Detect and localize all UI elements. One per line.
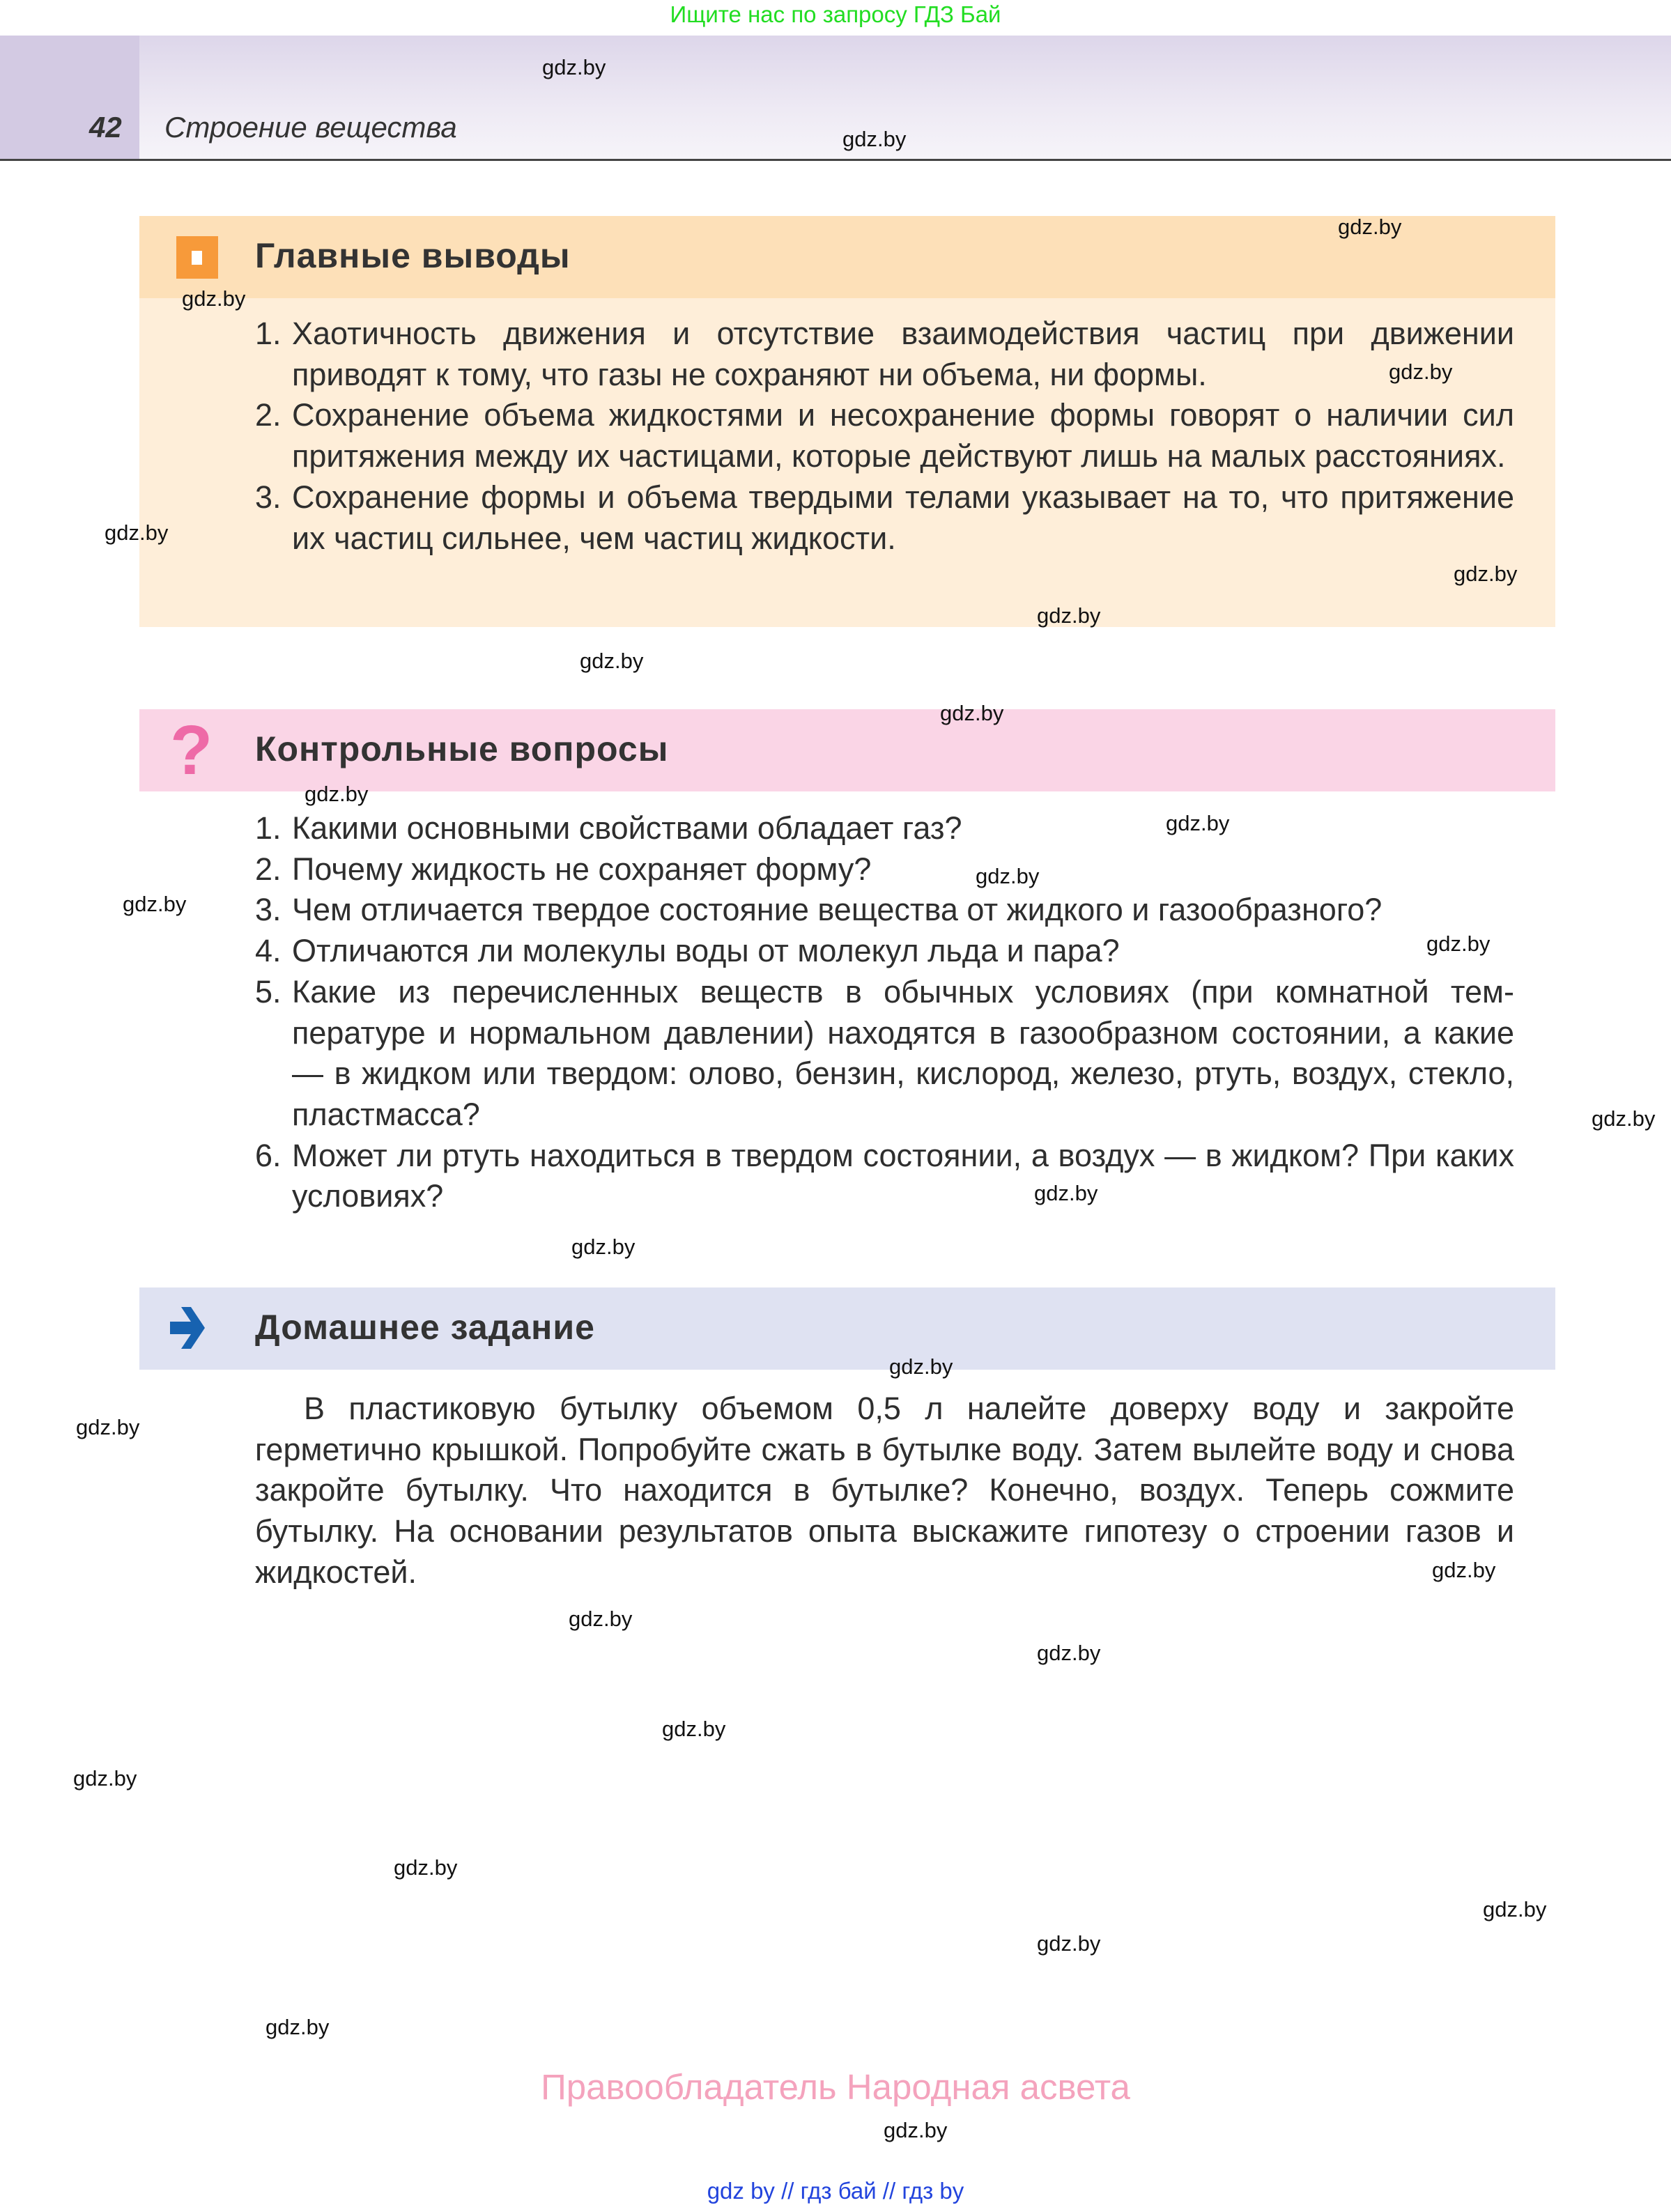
questions-title: Контрольные вопросы [255, 729, 669, 768]
watermark: gdz.by [1426, 931, 1491, 956]
watermark: gdz.by [1483, 1897, 1547, 1921]
watermark: gdz.by [1389, 359, 1453, 384]
list-item: 3. Сохранение формы и объема твердыми телами указывает на то, что притяжение их частиц сильнее, чем частиц жидкости. [255, 479, 1514, 556]
watermark: gdz.by [976, 864, 1040, 888]
watermark: gdz.by [182, 286, 246, 311]
copyright-notice: Правообладатель Народная асвета [541, 2067, 1130, 2107]
questions-section [139, 709, 1555, 791]
watermark: gdz.by [1454, 562, 1518, 586]
conclusions-list [255, 314, 1514, 559]
question-mark-icon: ? [170, 711, 213, 789]
watermark: gdz.by [580, 649, 644, 673]
page-number: 42 [89, 111, 122, 144]
watermark: gdz.by [73, 1766, 137, 1791]
chapter-title: Строение вещества [164, 111, 457, 144]
watermark: gdz.by [1166, 811, 1230, 835]
list-item: 1. Какими основными свойствами обладает газ? [255, 810, 962, 846]
watermark: gdz.by [569, 1607, 633, 1631]
page-header [0, 36, 1671, 161]
list-item: 2. Сохранение объема жидкостями и несохранение формы говорят о наличии сил притяжения между их частицами, которые действуют лишь на малых расстояниях. [255, 397, 1514, 474]
orange-square-icon [176, 236, 218, 279]
watermark: gdz.by [123, 892, 187, 916]
watermark: gdz.by [1432, 1558, 1496, 1582]
watermark: gdz.by [571, 1235, 636, 1259]
list-item: 5. Какие из перечисленных веществ в обычных условиях (при комнатной температуре и нормальном давлении) находятся в газообразном состоянии, а какие — в жидком или твердом: олово, бензин, кислород, железо, ртуть, воздух, стекло, пластмасса? [255, 973, 1514, 1132]
homework-section [139, 1287, 1555, 1370]
watermark: gdz.by [305, 782, 369, 806]
watermark: gdz.by [1037, 1931, 1101, 1956]
watermark: gdz.by [1592, 1106, 1656, 1131]
homework-title: Домашнее задание [255, 1308, 595, 1347]
watermark: gdz.by [394, 1855, 458, 1880]
questions-header [139, 709, 1555, 791]
search-hint-banner: Ищите нас по запросу ГДЗ Бай [670, 1, 1001, 27]
conclusions-list-wrap [255, 314, 1514, 559]
homework-text-wrap [255, 1389, 1514, 1593]
questions-list [255, 808, 1514, 1217]
list-item: 1. Хаотичность движения и отсутствие взаимодействия частиц при движении приводят к тому, что газы не сохраняют ни объема, ни формы. [255, 316, 1514, 392]
watermark: gdz.by [1037, 603, 1101, 628]
list-item: 2. Почему жидкость не сохраняет форму? [255, 851, 872, 887]
watermark: gdz.by [940, 701, 1004, 725]
questions-list-wrap [255, 808, 1514, 1217]
watermark: gdz.by [1037, 1641, 1101, 1665]
watermark: gdz.by [1338, 215, 1402, 239]
watermark: gdz.by [76, 1415, 140, 1439]
watermark: gdz.by [105, 520, 169, 545]
footer-links[interactable]: gdz by // гдз бай // гдз by [707, 2178, 964, 2204]
homework-text: В пластиковую бутылку объемом 0,5 л налейте доверху воду и закройте герметично крышкой. Попробуйте сжать в бутылке воду. Затем вылейте воду и снова закройте бутылку. Что находится в бутылке? Конечно, воздух. Теперь сожмите бутылку. На основании результатов опыта выскажите гипотезу о строении газов и жидкостей. [255, 1391, 1514, 1590]
watermark: gdz.by [542, 55, 606, 79]
homework-header [139, 1287, 1555, 1370]
list-item: 4. Отличаются ли молекулы воды от молекул льда и пара? [255, 933, 1120, 969]
watermark: gdz.by [1034, 1181, 1098, 1205]
watermark: gdz.by [884, 2118, 948, 2142]
conclusions-title: Главные выводы [255, 236, 571, 275]
watermark: gdz.by [889, 1354, 953, 1379]
watermark: gdz.by [662, 1717, 726, 1741]
list-item: 3. Чем отличается твердое состояние вещества от жидкого и газообразного? [255, 892, 1383, 928]
list-item: 6. Может ли ртуть находиться в твердом состоянии, а воздух — в жидком? При каких условиях? [255, 1137, 1514, 1214]
watermark: gdz.by [842, 127, 907, 151]
watermark: gdz.by [265, 2015, 330, 2039]
arrow-right-icon [170, 1307, 206, 1350]
